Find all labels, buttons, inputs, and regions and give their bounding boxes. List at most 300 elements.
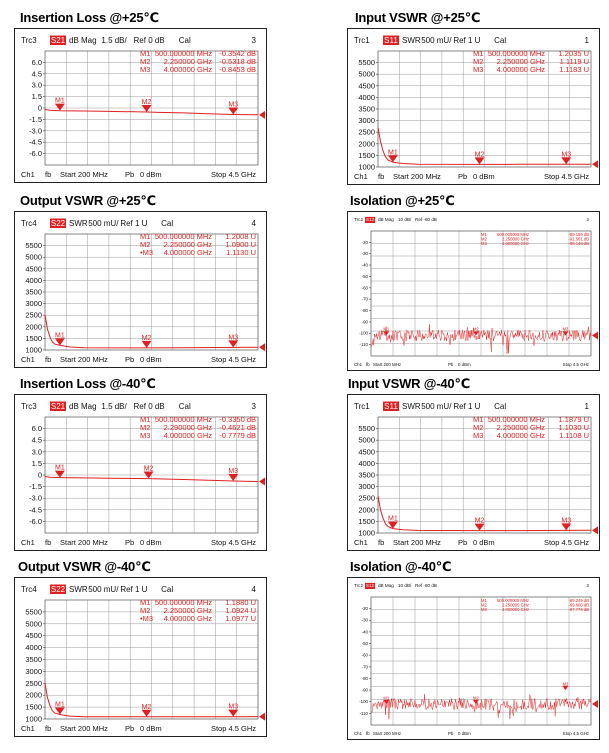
chart-title-ovswr40: Output VSWR @-40℃ bbox=[18, 559, 151, 574]
marker-table-name: M2 bbox=[481, 236, 487, 242]
ref-label: Ref 1 U bbox=[120, 219, 148, 228]
y-tick-label: 0 bbox=[37, 103, 42, 113]
y-tick-label: -40 bbox=[361, 629, 368, 635]
cal-label: Cal bbox=[161, 219, 174, 228]
trace-id-label: Trc2 bbox=[354, 583, 364, 588]
chart-title-ivswr40: Input VSWR @-40℃ bbox=[348, 376, 470, 391]
footer-channel: Ch1 bbox=[354, 362, 363, 367]
chart-title-il40: Insertion Loss @-40℃ bbox=[20, 376, 156, 391]
y-tick-label: 5500 bbox=[25, 607, 42, 617]
trace-id-label: Trc1 bbox=[354, 36, 370, 45]
footer-power: 0 dBm bbox=[458, 731, 471, 736]
scale-label: 500 mU/ bbox=[421, 402, 452, 411]
y-tick-label: 4000 bbox=[358, 458, 375, 468]
marker-table-value: -0.5318 dB bbox=[219, 57, 256, 66]
footer-fb: fb bbox=[366, 731, 370, 736]
marker-table-freq: 4.000000 GHz bbox=[496, 65, 545, 74]
y-tick-label: -6.0 bbox=[29, 149, 42, 159]
footer-power: 0 dBm bbox=[140, 170, 162, 179]
cal-label: Cal bbox=[494, 36, 507, 45]
y-tick-label: 3000 bbox=[358, 116, 375, 126]
marker-table-freq: 500.000000 MHz bbox=[154, 415, 212, 424]
footer-power: 0 dBm bbox=[140, 355, 162, 364]
marker-table-value: 1.0977 U bbox=[225, 614, 256, 623]
y-tick-label: 1500 bbox=[25, 702, 42, 712]
y-tick-label: -80 bbox=[361, 675, 368, 681]
y-tick-label: -50 bbox=[361, 273, 368, 279]
y-tick-label: -70 bbox=[361, 664, 368, 670]
reference-arrow bbox=[592, 526, 598, 534]
marker-table-name: M2 bbox=[140, 423, 151, 432]
marker-table-freq: 4.000000 GHz bbox=[163, 248, 212, 257]
marker-table-freq: 4.000000 GHz bbox=[163, 65, 212, 74]
footer-power: 0 dBm bbox=[473, 172, 495, 181]
marker-label: M2 bbox=[472, 326, 479, 332]
marker-table-name: M2 bbox=[473, 57, 484, 66]
trace-id-label: Trc2 bbox=[354, 217, 364, 222]
y-tick-label: 4500 bbox=[358, 447, 375, 457]
marker-table-value: -0.8453 dB bbox=[219, 65, 256, 74]
cal-label: Cal bbox=[494, 402, 507, 411]
reference-arrow bbox=[259, 713, 265, 721]
param-label: S11 bbox=[384, 402, 398, 411]
param-label: S21 bbox=[50, 402, 66, 411]
footer-fb: fb bbox=[45, 355, 52, 364]
marker-table-value: 1.1030 U bbox=[558, 423, 589, 432]
reference-arrow bbox=[259, 477, 265, 485]
marker-table-value: -89.159 dB bbox=[568, 232, 589, 237]
marker-table-value: 1.1119 U bbox=[559, 57, 589, 66]
format-label: SWR bbox=[69, 585, 88, 594]
param-label: S11 bbox=[384, 36, 398, 45]
channel-number: 1 bbox=[584, 402, 589, 411]
footer-pb: Pb bbox=[125, 170, 135, 179]
scale-label: 500 mU/ bbox=[421, 36, 452, 45]
marker-triangle bbox=[142, 710, 152, 717]
marker-table-value: -0.3350 dB bbox=[219, 415, 256, 424]
marker-table-freq: 2.250000 GHz bbox=[496, 57, 545, 66]
y-tick-label: 4.5 bbox=[31, 69, 42, 79]
marker-label: M3 bbox=[561, 517, 572, 525]
y-tick-label: 4.5 bbox=[31, 435, 42, 445]
footer-channel: Ch1 bbox=[354, 538, 368, 547]
y-tick-label: 6.0 bbox=[31, 424, 42, 434]
channel-number: 2 bbox=[586, 583, 589, 588]
y-tick-label: 3.0 bbox=[31, 447, 42, 457]
format-label: SWR bbox=[69, 219, 88, 228]
y-tick-label: -110 bbox=[359, 710, 368, 716]
marker-table-freq: 500.000000 MHz bbox=[497, 598, 529, 603]
y-tick-label: 1.5 bbox=[31, 92, 42, 102]
footer-fb: fb bbox=[45, 724, 52, 733]
marker-table-name: M2 bbox=[473, 423, 484, 432]
marker-triangle bbox=[388, 155, 398, 162]
y-tick-label: 2500 bbox=[358, 127, 375, 137]
footer-stop: Stop 4.5 GHz bbox=[210, 355, 256, 364]
trace-id-label: Trc3 bbox=[21, 36, 37, 45]
y-tick-label: -100 bbox=[359, 330, 368, 336]
reference-arrow bbox=[259, 343, 265, 351]
y-tick-label: -20 bbox=[361, 239, 368, 245]
y-tick-label: -3.0 bbox=[29, 493, 42, 503]
marker-table-value: -89.660 dB bbox=[568, 602, 589, 608]
reference-arrow bbox=[592, 332, 598, 340]
marker-table-value: -91.561 dB bbox=[568, 236, 589, 242]
y-tick-label: 3500 bbox=[25, 655, 42, 664]
scale-label: 1.5 dB/ bbox=[101, 36, 127, 45]
marker-table-freq: 2.250000 GHz bbox=[163, 240, 212, 249]
param-label: S12 bbox=[365, 217, 375, 222]
footer-stop: Stop 4.5 GHz bbox=[562, 731, 589, 736]
y-tick-label: 5000 bbox=[358, 435, 375, 445]
marker-table-name: M3 bbox=[473, 65, 484, 74]
y-tick-label: 4000 bbox=[25, 275, 42, 285]
format-label: dB Mag bbox=[69, 402, 97, 411]
trace-id-label: Trc4 bbox=[21, 585, 37, 594]
marker-table-name: M1 bbox=[140, 415, 151, 424]
y-tick-label: 2000 bbox=[358, 139, 375, 149]
y-tick-label: 6.0 bbox=[31, 57, 42, 67]
ref-label: Ref 1 U bbox=[453, 36, 481, 45]
y-tick-label: -40 bbox=[361, 262, 368, 268]
marker-table-name: M1 bbox=[481, 232, 487, 237]
marker-label: M3 bbox=[228, 468, 239, 476]
vna-panel-ovswr40 bbox=[14, 577, 267, 737]
marker-table-value: -88.148 dB bbox=[568, 241, 589, 247]
chart-svg bbox=[15, 212, 266, 367]
y-tick-label: 3000 bbox=[25, 299, 42, 309]
marker-table-name: M1 bbox=[473, 49, 484, 58]
marker-label: M1 bbox=[54, 97, 65, 105]
chart-svg bbox=[15, 29, 266, 182]
y-tick-label: 4000 bbox=[25, 643, 42, 653]
marker-label: M1 bbox=[387, 149, 398, 157]
marker-table-name: M2 bbox=[481, 602, 487, 608]
chart-title-il25: Insertion Loss @+25℃ bbox=[20, 10, 159, 25]
marker-table-freq: 500.000000 MHz bbox=[487, 49, 545, 58]
footer-power: 0 dBm bbox=[473, 538, 495, 547]
footer-stop: Stop 4.5 GHz bbox=[210, 724, 256, 733]
channel-number: 1 bbox=[584, 36, 589, 45]
marker-table-value: 1.1108 U bbox=[559, 431, 589, 440]
marker-label: M2 bbox=[141, 703, 152, 711]
marker-table-name: M3 bbox=[481, 241, 487, 247]
y-tick-label: -70 bbox=[361, 296, 368, 302]
footer-channel: Ch1 bbox=[21, 355, 35, 364]
footer-fb: fb bbox=[45, 170, 52, 179]
marker-label: M3 bbox=[562, 681, 569, 687]
y-tick-label: -20 bbox=[361, 606, 368, 612]
vna-panel-iso25 bbox=[347, 211, 600, 371]
reference-arrow bbox=[259, 111, 265, 119]
y-tick-label: -1.5 bbox=[29, 114, 42, 124]
footer-channel: Ch1 bbox=[21, 724, 35, 733]
footer-start: Start 200 MHz bbox=[60, 355, 108, 364]
y-tick-label: 2000 bbox=[25, 690, 42, 700]
format-label: dB Mag bbox=[378, 217, 394, 222]
footer-channel: Ch1 bbox=[21, 538, 35, 547]
marker-table-name: M1 bbox=[481, 598, 487, 603]
footer-pb: Pb bbox=[448, 731, 454, 736]
y-tick-label: -60 bbox=[361, 285, 368, 291]
y-tick-label: 1000 bbox=[25, 714, 42, 724]
footer-start: Start 200 MHz bbox=[60, 170, 108, 179]
marker-triangle bbox=[475, 524, 485, 531]
ref-label: Ref -80 dB bbox=[415, 583, 437, 588]
y-tick-label: 5500 bbox=[358, 58, 375, 68]
vna-panel-il25 bbox=[14, 28, 267, 183]
footer-pb: Pb bbox=[125, 538, 135, 547]
marker-label: M3 bbox=[228, 703, 239, 711]
chart-title-iso40: Isolation @-40℃ bbox=[350, 559, 452, 574]
chart-svg bbox=[15, 395, 266, 550]
y-tick-label: 4000 bbox=[358, 92, 375, 102]
marker-table-freq: 4.000000 GHz bbox=[163, 614, 212, 623]
marker-table-freq: 500.000000 MHz bbox=[497, 232, 529, 237]
marker-label: M2 bbox=[474, 517, 485, 525]
marker-table-value: 1.2008 U bbox=[225, 232, 256, 241]
y-tick-label: -100 bbox=[359, 699, 368, 705]
marker-table-value: -0.4621 dB bbox=[219, 423, 256, 432]
footer-fb: fb bbox=[45, 538, 52, 547]
marker-label: M2 bbox=[141, 334, 152, 342]
y-tick-label: 2000 bbox=[358, 505, 375, 515]
ref-label: Ref -80 dB bbox=[415, 217, 437, 222]
marker-table-value: -0.3542 dB bbox=[219, 49, 256, 58]
y-tick-label: -6.0 bbox=[29, 516, 42, 526]
y-tick-label: -30 bbox=[361, 251, 368, 257]
footer-power: 0 dBm bbox=[140, 724, 162, 733]
chart-svg bbox=[348, 29, 599, 184]
marker-table-name: M2 bbox=[140, 240, 151, 249]
marker-table-name: M1 bbox=[140, 49, 151, 58]
vna-panel-il40 bbox=[14, 394, 267, 551]
y-tick-label: 0 bbox=[37, 470, 42, 480]
marker-table-value: 1.1880 U bbox=[225, 598, 256, 607]
chart-title-ovswr25: Output VSWR @+25℃ bbox=[20, 193, 156, 208]
chart-title-ivswr25: Input VSWR @+25℃ bbox=[355, 10, 481, 25]
cal-label: Cal bbox=[178, 402, 191, 411]
trace-id-label: Trc4 bbox=[21, 219, 37, 228]
marker-table-freq: 4.000000 GHz bbox=[496, 431, 545, 440]
marker-label: M2 bbox=[474, 151, 485, 159]
chart-svg bbox=[348, 212, 599, 370]
footer-pb: Pb bbox=[458, 538, 468, 547]
marker-label: M1 bbox=[387, 515, 398, 523]
y-tick-label: -4.5 bbox=[29, 137, 42, 147]
marker-table-value: 1.0900 U bbox=[225, 240, 256, 249]
y-tick-label: 1000 bbox=[25, 345, 42, 355]
y-tick-label: 2500 bbox=[25, 310, 42, 320]
marker-label: M2 bbox=[143, 465, 154, 473]
marker-table-value: -89.249 dB bbox=[568, 598, 589, 603]
format-label: dB Mag bbox=[69, 36, 97, 45]
marker-table-name: M3 bbox=[473, 431, 484, 440]
footer-stop: Stop 4.5 GHz bbox=[210, 170, 256, 179]
marker-table-name: M2 bbox=[140, 606, 151, 615]
scale-label: 500 mU/ bbox=[88, 585, 119, 594]
y-tick-label: 1500 bbox=[358, 516, 375, 526]
marker-table-name: M3 bbox=[481, 607, 487, 613]
footer-start: Start 200 MHz bbox=[60, 724, 108, 733]
channel-number: 3 bbox=[251, 36, 256, 45]
footer-power: 0 dBm bbox=[458, 362, 471, 367]
vna-panel-iso40 bbox=[347, 577, 600, 740]
marker-label: M3 bbox=[228, 334, 239, 342]
chart-svg bbox=[348, 395, 599, 550]
y-tick-label: 3500 bbox=[358, 104, 375, 114]
y-tick-label: 5000 bbox=[25, 619, 42, 629]
channel-number: 4 bbox=[251, 219, 256, 228]
marker-table-name: M3 bbox=[140, 65, 151, 74]
y-tick-label: 5500 bbox=[358, 424, 375, 434]
marker-label: M1 bbox=[54, 701, 65, 709]
channel-number: 2 bbox=[586, 217, 589, 222]
ref-label: Ref 0 dB bbox=[133, 36, 165, 45]
y-tick-label: -90 bbox=[361, 687, 368, 693]
marker-table-name: •M3 bbox=[140, 614, 154, 623]
y-tick-label: 2500 bbox=[25, 678, 42, 688]
marker-table-freq: 2.250000 GHz bbox=[163, 606, 212, 615]
marker-label: M3 bbox=[228, 101, 239, 109]
marker-table-value: 1.2035 U bbox=[558, 49, 589, 58]
footer-pb: Pb bbox=[125, 355, 135, 364]
footer-power: 0 dBm bbox=[140, 538, 162, 547]
footer-fb: fb bbox=[378, 172, 385, 181]
marker-table-freq: 500.000000 MHz bbox=[154, 232, 212, 241]
marker-label: M1 bbox=[54, 332, 65, 340]
y-tick-label: -30 bbox=[361, 617, 368, 623]
y-tick-label: 1.5 bbox=[31, 458, 42, 468]
y-tick-label: 5500 bbox=[25, 241, 42, 251]
marker-table-name: M3 bbox=[140, 431, 151, 440]
marker-table-freq: 2.250000 GHz bbox=[163, 57, 212, 66]
marker-table-freq: 4.000000 GHz bbox=[501, 241, 529, 247]
y-tick-label: -1.5 bbox=[29, 482, 42, 492]
footer-pb: Pb bbox=[125, 724, 135, 733]
ref-label: Ref 1 U bbox=[120, 585, 148, 594]
y-tick-label: 1500 bbox=[25, 333, 42, 343]
vna-panel-ivswr25 bbox=[347, 28, 600, 185]
y-tick-label: 4500 bbox=[25, 631, 42, 641]
marker-table-freq: 2.250000 GHz bbox=[496, 423, 545, 432]
marker-table-freq: 500.000000 MHz bbox=[154, 598, 212, 607]
marker-triangle bbox=[142, 105, 152, 112]
marker-table-name: M1 bbox=[140, 598, 151, 607]
marker-label: M1 bbox=[54, 464, 65, 472]
reference-arrow bbox=[592, 160, 598, 168]
scale-label: 500 mU/ bbox=[88, 219, 119, 228]
marker-label: M3 bbox=[562, 326, 569, 332]
y-tick-label: 1000 bbox=[358, 162, 375, 172]
y-tick-label: 2000 bbox=[25, 322, 42, 332]
marker-triangle bbox=[55, 471, 65, 478]
y-tick-label: -3.0 bbox=[29, 126, 42, 136]
y-tick-label: -110 bbox=[359, 342, 368, 348]
y-tick-label: 4500 bbox=[358, 81, 375, 91]
vna-panel-ovswr25 bbox=[14, 211, 267, 368]
marker-table-freq: 500.000000 MHz bbox=[487, 415, 545, 424]
footer-stop: Stop 4.5 GHz bbox=[543, 538, 589, 547]
marker-triangle bbox=[562, 686, 568, 690]
marker-table-freq: 500.000000 MHz bbox=[154, 49, 212, 58]
format-label: SWR bbox=[402, 402, 421, 411]
marker-table-value: 1.1130 U bbox=[226, 248, 256, 257]
marker-triangle bbox=[55, 104, 65, 111]
scale-label: 1.5 dB/ bbox=[101, 402, 127, 411]
cal-label: Cal bbox=[178, 36, 191, 45]
param-label: S22 bbox=[50, 585, 66, 594]
param-label: S12 bbox=[365, 583, 375, 588]
trace-id-label: Trc3 bbox=[21, 402, 37, 411]
marker-table-value: 1.0924 U bbox=[225, 606, 256, 615]
y-tick-label: -90 bbox=[361, 319, 368, 325]
marker-table-freq: 4.000000 GHz bbox=[163, 431, 212, 440]
chart-svg bbox=[15, 578, 266, 736]
channel-number: 4 bbox=[251, 585, 256, 594]
marker-table-value: 1.1879 U bbox=[558, 415, 589, 424]
marker-table-freq: 2.250000 GHz bbox=[501, 602, 529, 608]
footer-start: Start 200 MHz bbox=[393, 538, 441, 547]
y-tick-label: 1000 bbox=[358, 528, 375, 538]
y-tick-label: 2500 bbox=[358, 493, 375, 503]
y-tick-label: 4500 bbox=[25, 264, 42, 274]
marker-label: M2 bbox=[141, 99, 152, 107]
marker-table-value: -87.776 dB bbox=[568, 607, 589, 613]
marker-table-freq: 2.290000 GHz bbox=[163, 423, 212, 432]
marker-label: M3 bbox=[561, 151, 572, 159]
y-tick-label: 3000 bbox=[25, 666, 42, 676]
y-tick-label: 3500 bbox=[25, 287, 42, 297]
param-label: S21 bbox=[50, 36, 66, 45]
y-tick-label: 5000 bbox=[25, 252, 42, 262]
cal-label: Cal bbox=[161, 585, 174, 594]
chart-title-iso25: Isolation @+25℃ bbox=[350, 193, 455, 208]
footer-channel: Ch1 bbox=[21, 170, 35, 179]
y-tick-label: 3500 bbox=[358, 470, 375, 480]
y-tick-label: -50 bbox=[361, 641, 368, 647]
marker-table-name: M1 bbox=[140, 232, 151, 241]
y-tick-label: -60 bbox=[361, 652, 368, 658]
footer-channel: Ch1 bbox=[354, 172, 368, 181]
trace-id-label: Trc1 bbox=[354, 402, 370, 411]
footer-stop: Stop 4.5 GHz bbox=[543, 172, 589, 181]
marker-table-value: 1.1183 U bbox=[559, 65, 589, 74]
scale-label: 10 dB/ bbox=[398, 583, 412, 588]
scale-label: 10 dB/ bbox=[398, 217, 412, 222]
footer-stop: Stop 4.5 GHz bbox=[562, 362, 589, 367]
y-tick-label: 3000 bbox=[358, 482, 375, 492]
marker-table-freq: 2.250000 GHz bbox=[501, 236, 529, 242]
y-tick-label: 3.0 bbox=[31, 80, 42, 90]
marker-table-name: M1 bbox=[473, 415, 484, 424]
param-label: S22 bbox=[50, 219, 66, 228]
footer-pb: Pb bbox=[458, 172, 468, 181]
ref-label: Ref 0 dB bbox=[133, 402, 165, 411]
format-label: SWR bbox=[402, 36, 421, 45]
marker-table-name: •M3 bbox=[140, 248, 154, 257]
footer-start: Start 200 MHz bbox=[60, 538, 108, 547]
footer-stop: Stop 4.5 GHz bbox=[210, 538, 256, 547]
footer-start: Start 200 MHz bbox=[373, 362, 402, 367]
footer-start: Start 200 MHz bbox=[393, 172, 441, 181]
channel-number: 3 bbox=[251, 402, 256, 411]
footer-fb: fb bbox=[366, 362, 370, 367]
ref-label: Ref 1 U bbox=[453, 402, 481, 411]
footer-start: Start 200 MHz bbox=[373, 731, 402, 736]
y-tick-label: 5000 bbox=[358, 69, 375, 79]
marker-table-value: -0.7779 dB bbox=[219, 431, 256, 440]
